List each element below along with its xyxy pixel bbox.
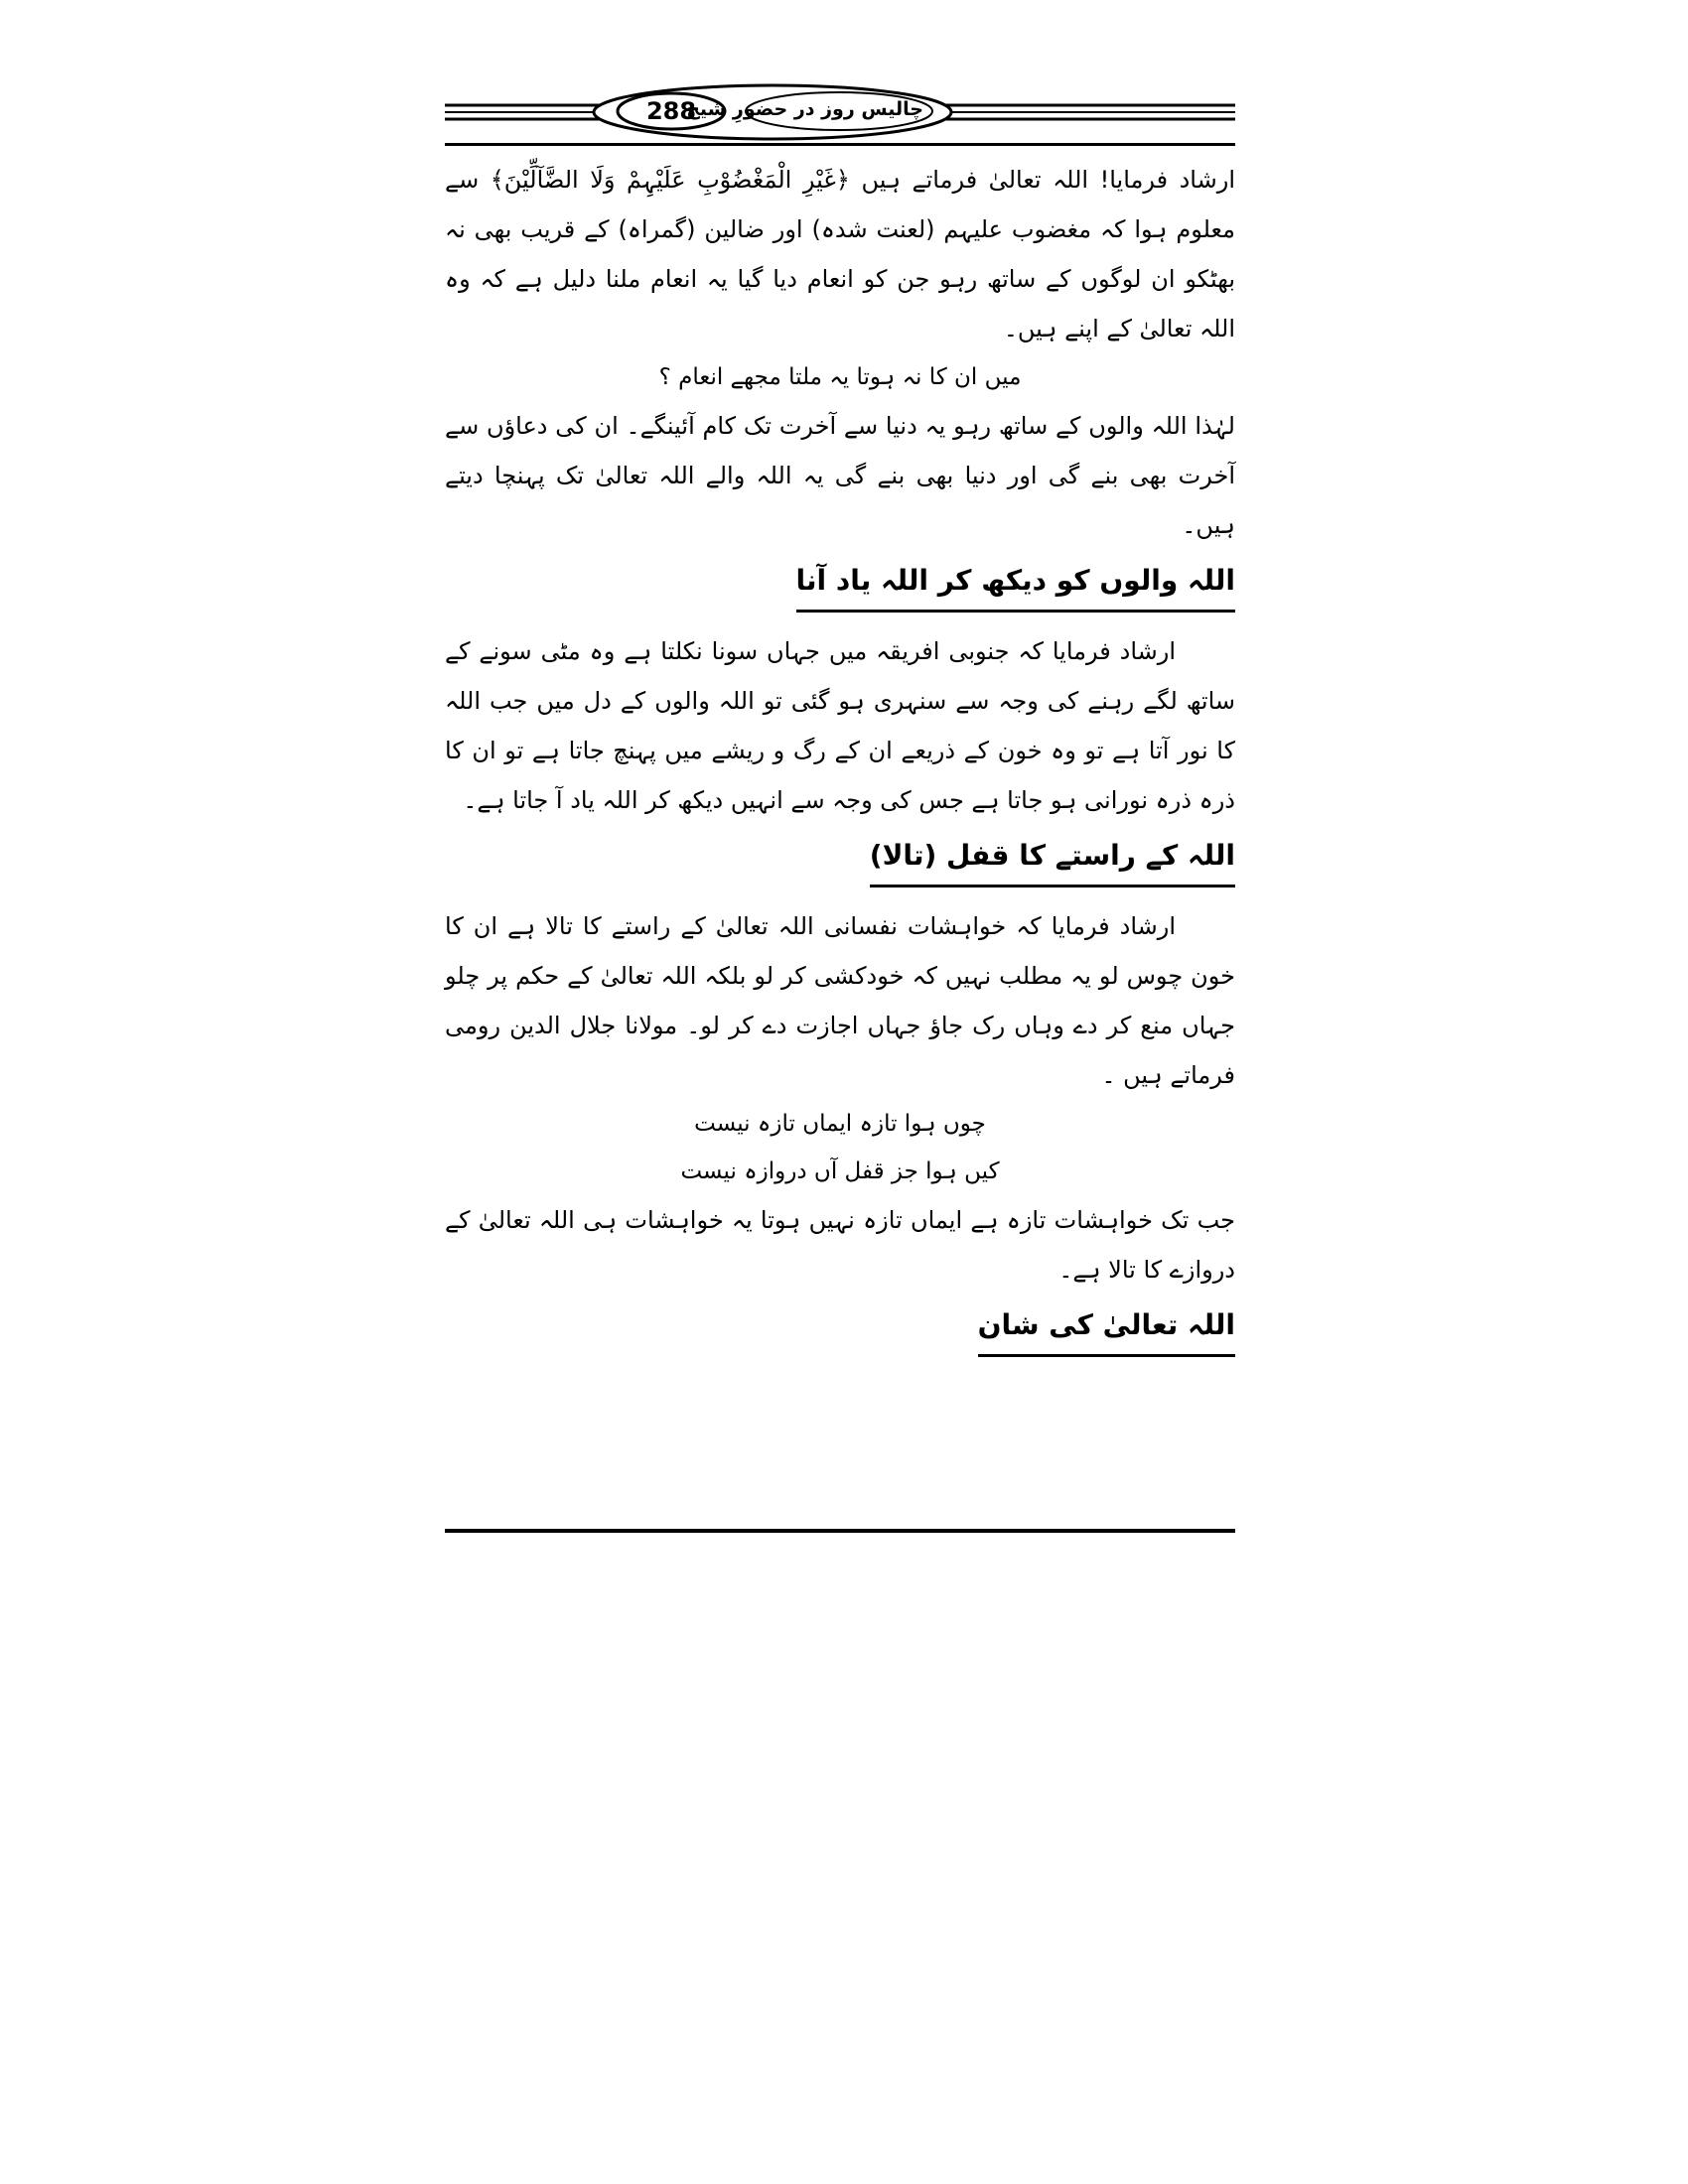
page-header (445, 81, 1235, 145)
section-heading-2: اللہ کے راستے کا قفل (تالا) (870, 831, 1235, 887)
page-number: 288 (645, 97, 697, 125)
running-title: چالیس روز در حضورِ شیخ (686, 98, 923, 120)
paragraph-3: ارشاد فرمایا کہ جنوبی افریقہ میں جہاں سونا نکلتا ہے وہ مٹی سونے کے ساتھ لگے رہنے کی وجہ سے سنہری ہو گئی تو اللہ والوں کے دل میں جب اللہ کا نور آتا ہے تو وہ خون کے ذریعے ان کے رگ و ریشے میں پہنچ جاتا ہے تو ان کا ذرہ ذرہ نورانی ہو جاتا ہے جس کی وجہ سے انہیں دیکھ کر اللہ یاد آ جاتا ہے۔ (445, 637, 1235, 814)
verse-2-line-1: چوں ہوا تازہ ایماں تازہ نیست (694, 1111, 986, 1137)
page-body (445, 155, 1235, 1371)
header-rule (445, 143, 1235, 146)
verse-1: میں ان کا نہ ہوتا یہ ملتا مجھے انعام ؟ (658, 364, 1022, 390)
book-page (445, 81, 1235, 1551)
section-heading-1: اللہ والوں کو دیکھ کر اللہ یاد آنا (796, 556, 1235, 613)
section-heading-3: اللہ تعالیٰ کی شان (978, 1300, 1235, 1357)
paragraph-2: لہٰذا اللہ والوں کے ساتھ رہو یہ دنیا سے آخرت تک کام آئینگے۔ ان کی دعاؤں سے آخرت بھی بنے گی اور دنیا بھی بنے گی یہ اللہ والے اللہ تعالیٰ تک پہنچا دیتے ہیں۔ (445, 412, 1235, 539)
footer-rule (445, 1529, 1235, 1533)
paragraph-1: ارشاد فرمایا! اللہ تعالیٰ فرماتے ہیں ﴿غَیْرِ الْمَغْضُوْبِ عَلَیْہِمْ وَلَا الضَّآلِّیْنَ﴾ سے معلوم ہوا کہ مغضوب علیہم (لعنت شدہ) اور ضالین (گمراہ) کے قریب بھی نہ بھٹکو ان لوگوں کے ساتھ رہو جن کو انعام دیا گیا یہ انعام ملنا دلیل ہے کہ وہ اللہ تعالیٰ کے اپنے ہیں۔ (445, 166, 1235, 342)
paragraph-4: ارشاد فرمایا کہ خواہشات نفسانی اللہ تعالیٰ کے راستے کا تالا ہے ان کا خون چوس لو یہ مطلب نہیں کہ خودکشی کر لو بلکہ اللہ تعالیٰ کے حکم پر چلو جہاں منع کر دے وہاں رک جاؤ جہاں اجازت دے کر لو۔ مولانا جلال الدین رومی فرماتے ہیں ۔ (445, 912, 1235, 1089)
verse-2-line-2: کیں ہوا جز قفل آں دروازہ نیست (680, 1159, 1000, 1184)
paragraph-5: جب تک خواہشات تازہ ہے ایماں تازہ نہیں ہوتا یہ خواہشات ہی اللہ تعالیٰ کے دروازے کا تالا ہے۔ (445, 1206, 1235, 1284)
